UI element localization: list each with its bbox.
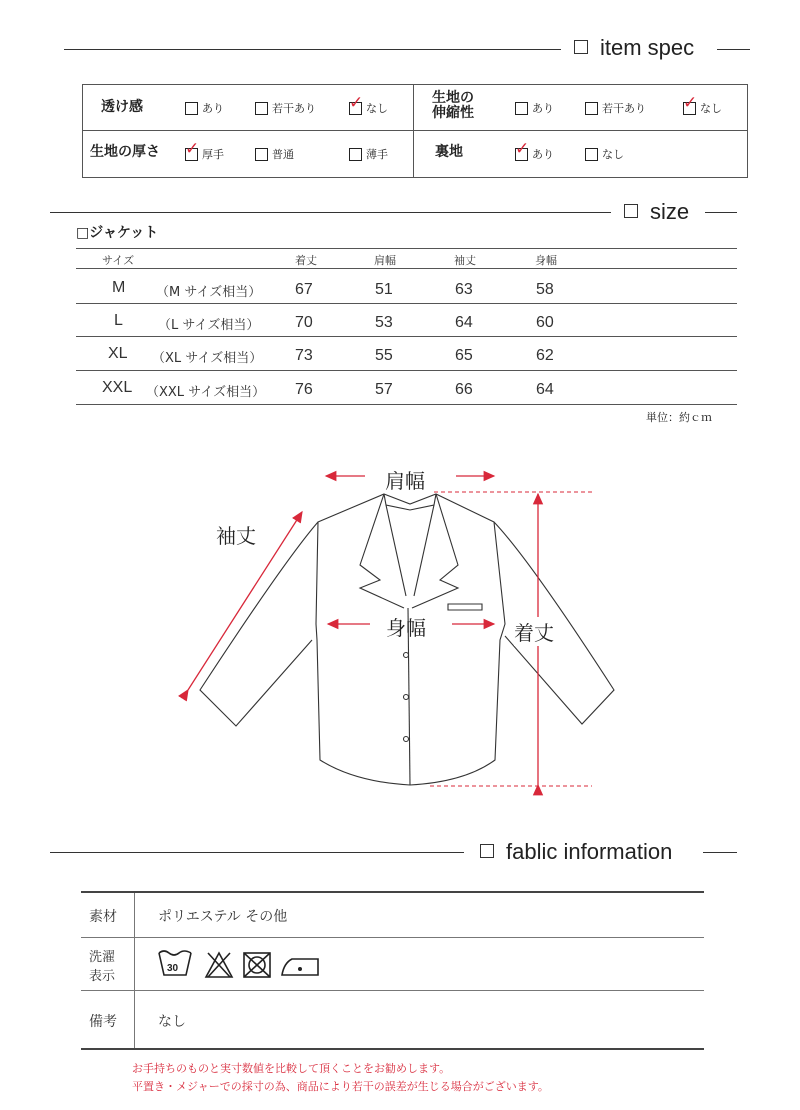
shoulder-value: 51: [375, 281, 393, 298]
length-value: 76: [295, 381, 313, 398]
label-thickness: 生地の厚さ: [90, 144, 160, 160]
length-label: 着丈: [514, 617, 554, 646]
fabric-heading: fablic information: [480, 839, 672, 865]
shoulder-value: 55: [375, 347, 393, 364]
item-spec-rule-left: [64, 49, 561, 50]
option-thickness-thin: 薄手: [349, 146, 388, 162]
divider: [83, 130, 747, 131]
fabric-rule-left: [50, 852, 464, 853]
option-lining-no: なし: [585, 146, 624, 162]
size-equivalent: （L サイズ相当）: [158, 318, 260, 333]
fabric-rule-right: [703, 852, 737, 853]
size-label: XL: [108, 345, 128, 362]
checkbox-icon: [480, 844, 494, 858]
label-stretch-line2: 伸縮性: [432, 105, 474, 121]
option-transparency-yes: あり: [185, 100, 224, 116]
care-symbols: [156, 947, 346, 981]
size-table-title: □ジャケット: [76, 225, 159, 241]
size-equivalent: （XL サイズ相当）: [152, 351, 263, 366]
length-value: 70: [295, 314, 313, 331]
spec-table: [82, 84, 748, 178]
sleeve-value: 64: [455, 314, 473, 331]
option-stretch-no: ✓ なし: [683, 92, 722, 115]
wash-30-icon: [159, 951, 191, 975]
size-equivalent: （M サイズ相当）: [156, 285, 262, 300]
header-sleeve: 袖丈: [454, 254, 476, 267]
checked-checkbox-icon: ✓: [683, 92, 698, 113]
material-value: ポリエステル その他: [158, 909, 288, 925]
width-value: 64: [536, 381, 554, 398]
header-shoulder: 肩幅: [374, 254, 396, 267]
item-spec-rule-right: [717, 49, 750, 50]
checked-checkbox-icon: ✓: [349, 92, 364, 113]
option-thickness-thick: ✓ 厚手: [185, 138, 224, 161]
material-label: 素材: [89, 909, 117, 925]
width-value: 58: [536, 281, 554, 298]
size-equivalent: （XXL サイズ相当）: [146, 385, 266, 400]
no-bleach-icon: [206, 953, 232, 977]
divider: [76, 404, 737, 405]
checkbox-icon: [624, 204, 638, 218]
divider: [413, 85, 414, 177]
checkbox-icon: [585, 102, 598, 115]
size-label: XXL: [102, 379, 133, 396]
divider: [76, 268, 737, 269]
divider: [76, 370, 737, 371]
fabric-column-divider: [134, 893, 135, 1048]
header-length: 着丈: [295, 254, 317, 267]
svg-text:30: 30: [167, 963, 179, 974]
width-label: 身幅: [386, 616, 426, 640]
shoulder-value: 57: [375, 381, 393, 398]
size-rule-right: [705, 212, 737, 213]
fabric-table-top: [81, 891, 704, 893]
checkbox-icon: [574, 40, 588, 54]
sleeve-value: 65: [455, 347, 473, 364]
divider: [76, 336, 737, 337]
note-line-2: 平置き・メジャーでの採寸の為、商品により若干の誤差が生じる場合がございます。: [132, 1080, 549, 1093]
note-line-1: お手持ちのものと実寸数値を比較して頂くことをお勧めします。: [132, 1062, 451, 1075]
divider: [76, 303, 737, 304]
size-heading: size: [624, 199, 689, 225]
remarks-value: なし: [158, 1014, 186, 1030]
sleeve-label: 袖丈: [216, 524, 256, 548]
width-value: 62: [536, 347, 554, 364]
option-lining-yes: ✓ あり: [515, 138, 554, 161]
checkbox-icon: [349, 148, 362, 161]
checkbox-icon: [255, 148, 268, 161]
wash-label-line2: 表示: [89, 969, 116, 984]
checkbox-icon: [255, 102, 268, 115]
divider: [81, 990, 704, 991]
header-width: 身幅: [535, 254, 557, 267]
checked-checkbox-icon: ✓: [515, 138, 530, 159]
fabric-table-bottom: [81, 1048, 704, 1050]
label-transparency: 透け感: [101, 99, 143, 115]
option-transparency-slight: 若干あり: [255, 100, 316, 116]
header-size: サイズ: [102, 254, 135, 267]
option-thickness-normal: 普通: [255, 146, 294, 162]
size-label: L: [114, 312, 123, 329]
label-stretch-line1: 生地の: [432, 90, 474, 106]
unit-note: 単位：約ｃｍ: [646, 411, 712, 424]
length-value: 73: [295, 347, 313, 364]
shoulder-value: 53: [375, 314, 393, 331]
sleeve-value: 63: [455, 281, 473, 298]
wash-label-line1: 洗濯: [89, 950, 116, 965]
remarks-label: 備考: [89, 1014, 117, 1030]
option-transparency-no: ✓ なし: [349, 92, 388, 115]
iron-low-icon: [282, 959, 318, 975]
no-tumble-dry-icon: [244, 953, 270, 977]
width-value: 60: [536, 314, 554, 331]
shoulder-label: 肩幅: [385, 469, 425, 493]
checked-checkbox-icon: ✓: [185, 138, 200, 159]
size-rule-left: [50, 212, 611, 213]
sleeve-value: 66: [455, 381, 473, 398]
length-value: 67: [295, 281, 313, 298]
label-lining: 裏地: [435, 144, 463, 160]
item-spec-heading: item spec: [574, 35, 694, 61]
option-stretch-yes: あり: [515, 100, 554, 116]
divider: [81, 937, 704, 938]
checkbox-icon: [585, 148, 598, 161]
checkbox-icon: [185, 102, 198, 115]
checkbox-icon: [515, 102, 528, 115]
option-stretch-slight: 若干あり: [585, 100, 646, 116]
divider: [76, 248, 737, 249]
size-label: M: [112, 279, 126, 296]
